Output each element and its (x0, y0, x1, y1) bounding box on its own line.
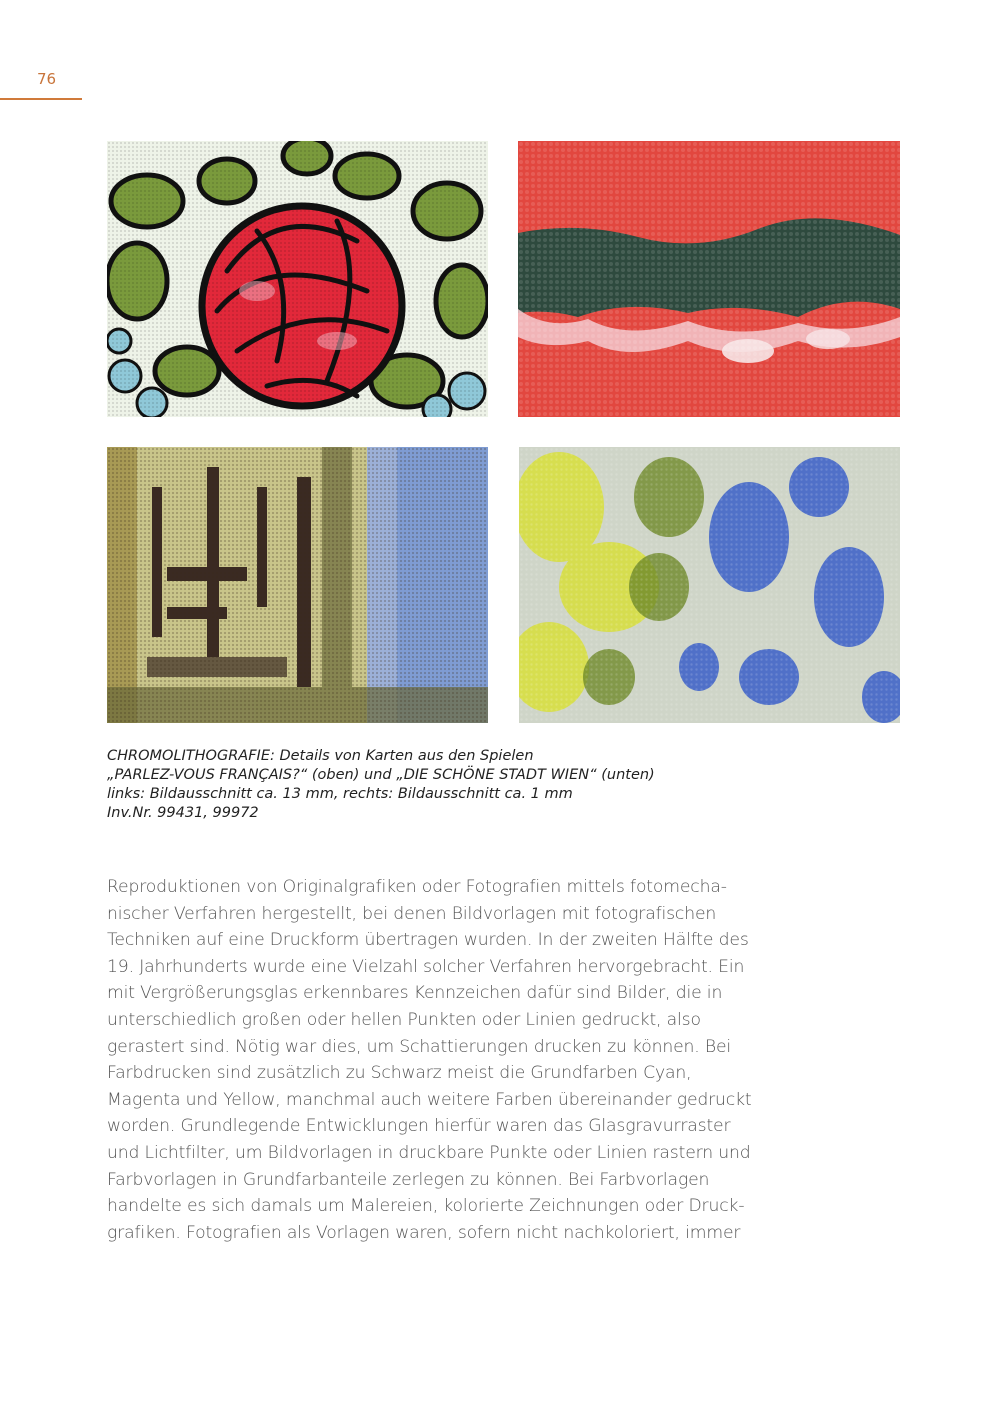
red-band-detail-photo (518, 141, 900, 417)
body-line: mit Vergrößerungsglas erkennbares Kennzeichen dafür sind Bilder, die in (107, 983, 723, 1004)
rose-detail-photo (107, 141, 488, 417)
figure-caption (107, 747, 907, 823)
caption-line: Inv.Nr. 99431, 99972 (107, 805, 259, 821)
caption-line: CHROMOLITHOGRAFIE: Details von Karten aus den Spielen (107, 748, 534, 764)
blue-yellow-detail-photo (519, 447, 900, 723)
body-line: Farbvorlagen in Grundfarbanteile zerlegen zu können. Bei Farbvorlagen (107, 1169, 710, 1190)
body-line: Techniken auf eine Druckform übertragen wurden. In der zweiten Hälfte des (107, 930, 749, 951)
body-line: unterschiedlich großen oder hellen Punkten oder Linien gedruckt, also (107, 1009, 701, 1030)
body-line: handelte es sich damals um Malereien, kolorierte Zeichnungen oder Druck- (107, 1196, 745, 1217)
body-line: 19. Jahrhunderts wurde eine Vielzahl solcher Verfahren hervorgebracht. Ein (107, 956, 745, 977)
building-detail-photo (107, 447, 488, 723)
body-line: und Lichtfilter, um Bildvorlagen in druckbare Punkte oder Linien rastern und (107, 1142, 751, 1163)
body-paragraph (107, 874, 787, 1246)
body-line: nischer Verfahren hergestellt, bei denen Bildvorlagen mit fotografischen (107, 903, 717, 924)
body-line: Farbdrucken sind zusätzlich zu Schwarz meist die Grundfarben Cyan, (107, 1063, 692, 1084)
body-line: Reproduktionen von Originalgrafiken oder Fotografien mittels fotomecha- (107, 877, 727, 897)
page-number: 76 (37, 70, 57, 88)
caption-line: links: Bildausschnitt ca. 13 mm, rechts: Bildausschnitt ca. 1 mm (107, 786, 573, 802)
body-line: worden. Grundlegende Entwicklungen hierfür waren das Glasgravurraster (107, 1116, 731, 1137)
body-line: Magenta und Yellow, manchmal auch weitere Farben übereinander gedruckt (107, 1089, 752, 1110)
caption-line: „PARLEZ-VOUS FRANÇAIS?“ (oben) und „DIE SCHÖNE STADT WIEN“ (unten) (107, 767, 655, 783)
body-line: gerastert sind. Nötig war dies, um Schattierungen drucken zu können. Bei (107, 1036, 732, 1057)
body-line: grafiken. Fotografien als Vorlagen waren, sofern nicht nachkoloriert, immer (107, 1222, 741, 1243)
page-number-rule (0, 98, 82, 100)
